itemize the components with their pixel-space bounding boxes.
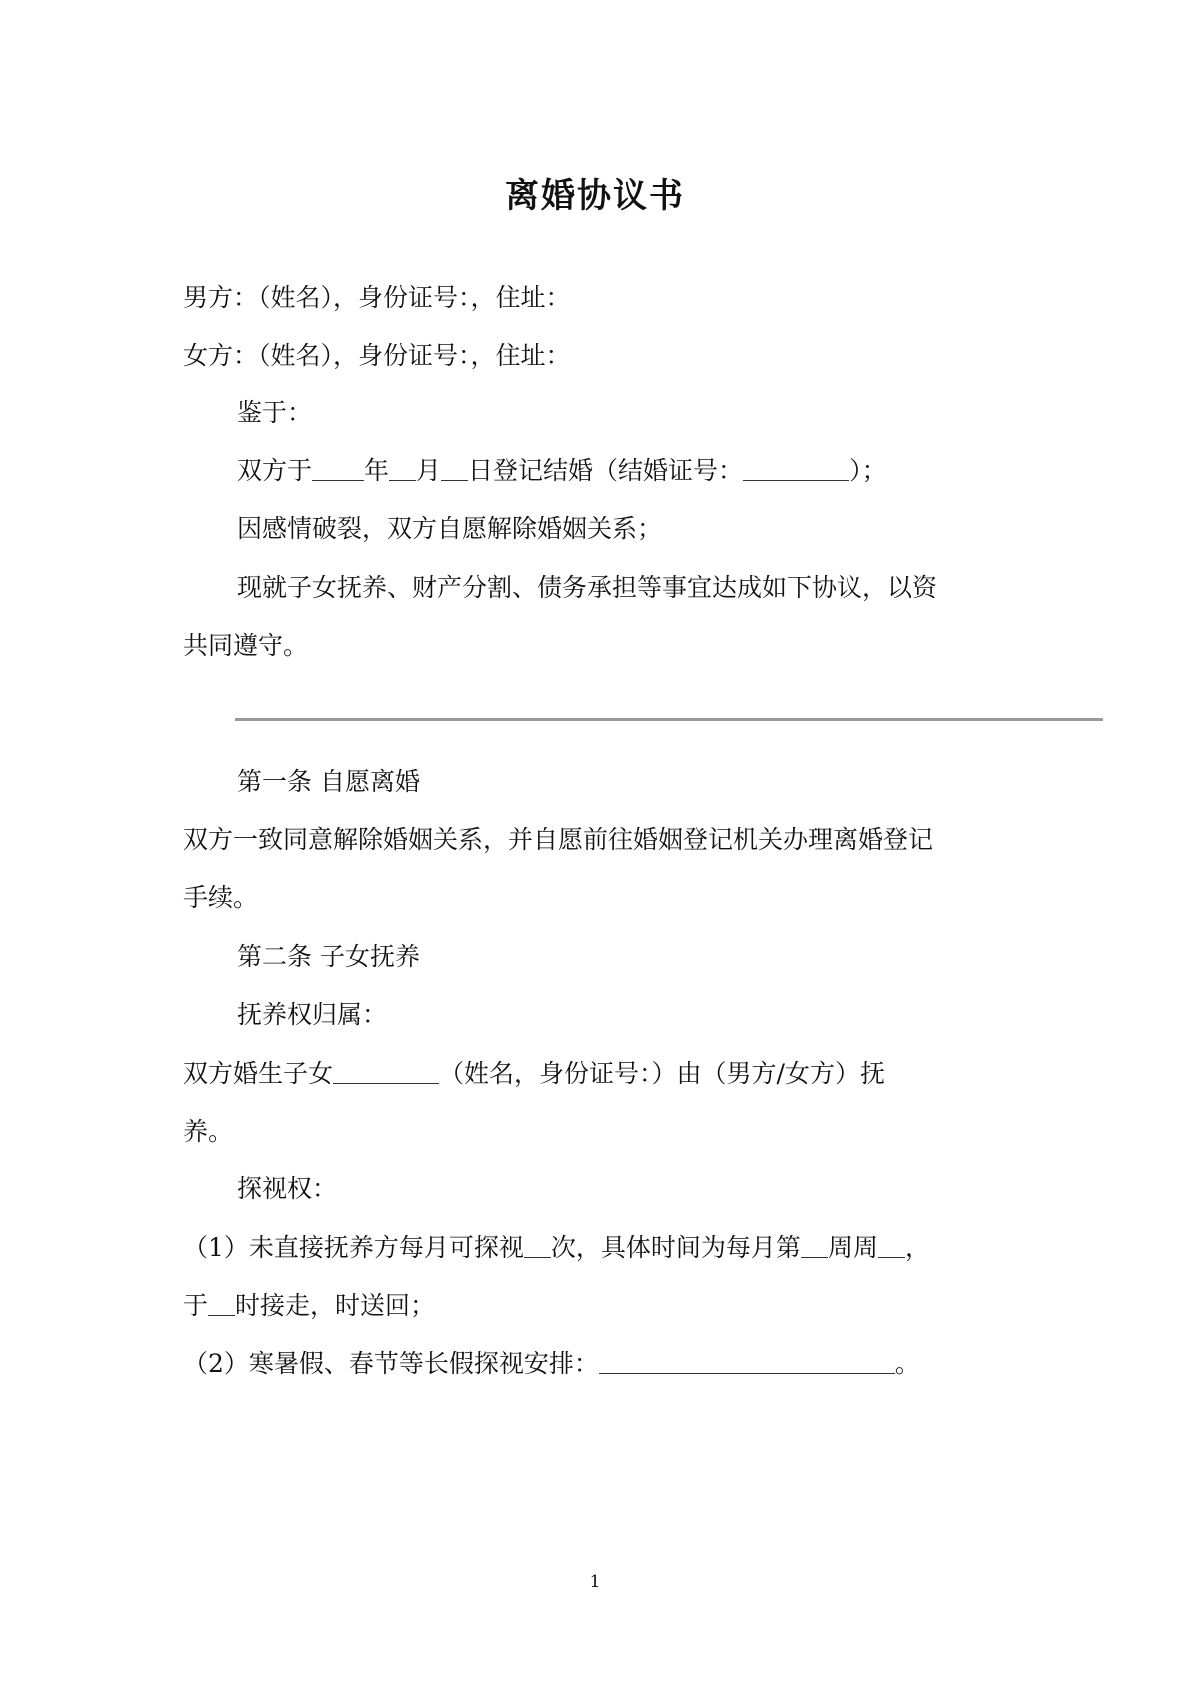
custody-body-line-1 [183,1057,1003,1091]
visit-count-blank [524,1235,551,1258]
agreement-intro-line-1: 现就子女抚养、财产分割、债务承担等事宜达成如下协议，以资 [237,573,938,602]
child-name-blank [333,1061,439,1084]
marriage-reg-text-5: ）； [849,456,887,485]
breakdown-line: 因感情破裂，双方自愿解除婚姻关系； [237,514,663,543]
marriage-reg-text-4: 日登记结婚（结婚证号： [468,456,744,485]
visitation-1-text-1: （1）未直接抚养方每月可探视 [183,1233,524,1262]
marriage-reg-text-3: 月 [416,456,442,485]
visitation-heading: 探视权： [237,1174,338,1203]
marriage-registration-line [237,454,1057,488]
visitation-1-text-5: 于 [183,1291,209,1320]
pickup-time-blank [208,1293,235,1316]
article-1-heading: 第一条 自愿离婚 [237,767,420,796]
whereas-line: 鉴于： [237,398,313,427]
agreement-intro-line-2: 共同遵守。 [183,631,309,660]
certificate-number-blank [743,458,849,481]
visitation-1-text-4: ， [904,1233,930,1262]
day-blank [441,458,468,481]
custody-heading: 抚养权归属： [237,1000,388,1029]
visitation-1-text-2: 次，具体时间为每月第 [550,1233,801,1262]
month-blank [389,458,416,481]
article-1-body-line-2: 手续。 [183,883,259,912]
section-divider [235,718,1103,721]
page-number: 1 [589,1572,601,1592]
holiday-arrangement-blank [599,1351,895,1374]
custody-body-line-2: 养。 [183,1117,234,1146]
marriage-reg-text-1: 双方于 [237,456,313,485]
visitation-item-1-line-1 [183,1231,1003,1265]
article-2-heading: 第二条 子女抚养 [237,942,420,971]
year-blank [312,458,364,481]
visitation-1-text-6: 时接走，时送回； [235,1291,436,1320]
weekday-blank [878,1235,905,1258]
visitation-item-2-line [183,1347,1003,1381]
document-title: 离婚协议书 [505,176,685,216]
article-1-body-line-1: 双方一致同意解除婚姻关系，并自愿前往婚姻登记机关办理离婚登记 [183,825,934,854]
custody-text-1: 双方婚生子女 [183,1059,334,1088]
visitation-1-text-3: 周周 [827,1233,878,1262]
visitation-2-text-1: （2）寒暑假、春节等长假探视安排： [183,1349,599,1378]
marriage-reg-text-2: 年 [364,456,390,485]
female-party-line: 女方：（姓名），身份证号：，住址： [183,341,571,370]
week-number-blank [801,1235,828,1258]
visitation-2-text-2: 。 [894,1349,920,1378]
custody-text-2: （姓名，身份证号：）由（男方/女方）抚 [439,1059,885,1088]
male-party-line: 男方：（姓名），身份证号：，住址： [183,283,571,312]
visitation-item-1-line-2 [183,1289,1003,1323]
